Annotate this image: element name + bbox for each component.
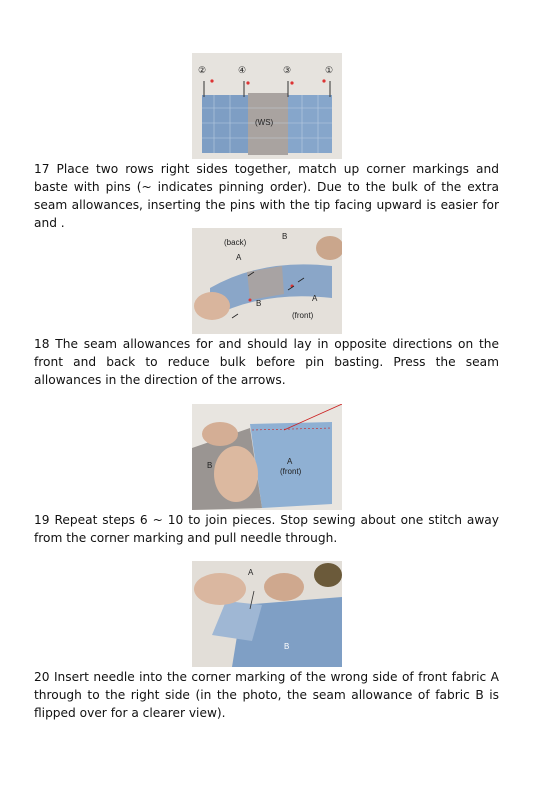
step-17-caption: 17 Place two rows right sides together, match up corner markings and baste with pins (~ indicates pinning order). Due to the bulk of the extra seam allowances, inserting the pins with the tip facing upward is easier for and . — [34, 162, 499, 230]
step-18-caption: 18 The seam allowances for and should lay in opposite directions on the front and back to reduce bulk before pin basting. Press the seam allowances in the direction of the arrows. — [34, 337, 499, 387]
ws-label: (WS) — [255, 118, 274, 127]
step-19-photo — [192, 404, 342, 510]
step-20-caption: 20 Insert needle into the corner marking of the wrong side of front fabric A through to the right side (in the photo, the seam allowance of fabric B is flipped over for a clearer view). — [34, 670, 499, 720]
pin-order-3: ③ — [283, 65, 292, 75]
label-b-bottom: B — [256, 299, 262, 308]
pin-order-4: ④ — [238, 65, 247, 75]
label-a: A — [248, 568, 254, 577]
label-a: A — [287, 457, 293, 466]
step-20-photo — [192, 561, 342, 667]
pin-order-1: ① — [325, 65, 334, 75]
step-19-illustration — [192, 404, 342, 510]
back-label: (back) — [224, 238, 247, 247]
front-label: (front) — [280, 467, 302, 476]
step-19-caption: 19 Repeat steps 6 ~ 10 to join pieces. Stop sewing about one stitch away from the corner marking and pull needle through. — [34, 513, 499, 545]
step-18-photo — [192, 228, 342, 334]
label-a-top: A — [236, 253, 242, 262]
step-18-illustration — [192, 228, 342, 334]
label-a-right: A — [312, 294, 318, 303]
label-b-top: B — [282, 232, 288, 241]
pin-order-2: ② — [198, 65, 207, 75]
step-17-illustration — [192, 53, 342, 159]
step-17-photo — [192, 53, 342, 159]
label-b: B — [284, 642, 290, 651]
label-b: B — [207, 461, 213, 470]
front-label: (front) — [292, 311, 314, 320]
step-20-illustration — [192, 561, 342, 667]
